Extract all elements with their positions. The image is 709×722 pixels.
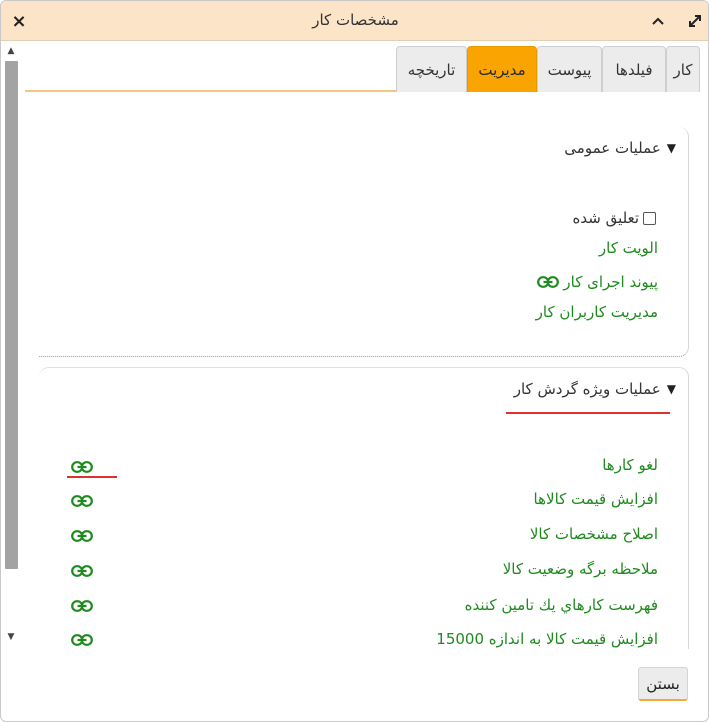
vertical-scrollbar[interactable] — [3, 43, 19, 647]
workflow-item-increase-prices[interactable]: افزایش قیمت کالاها — [533, 490, 658, 508]
header-red-underline — [506, 412, 670, 414]
link-red-underline — [67, 476, 117, 478]
suspended-checkbox[interactable] — [643, 212, 656, 225]
priority-link[interactable]: الویت کار — [598, 239, 658, 257]
expand-icon[interactable] — [683, 9, 707, 33]
scrollbar-thumb[interactable] — [5, 61, 18, 569]
link-icon[interactable] — [71, 565, 93, 581]
link-icon[interactable] — [71, 600, 93, 616]
title-bar[interactable] — [1, 1, 709, 41]
task-users-link[interactable]: مدیریت کاربران کار — [535, 303, 658, 321]
link-icon[interactable] — [71, 461, 93, 477]
workflow-operations-panel — [39, 367, 689, 649]
workflow-item-increase-price-15000[interactable]: افزایش قیمت کالا به اندازه 15000 — [436, 630, 658, 648]
tab-history[interactable]: تاریخچه — [396, 46, 467, 92]
link-icon — [537, 276, 559, 288]
suspended-option[interactable] — [573, 209, 656, 227]
link-icon[interactable] — [71, 495, 93, 511]
execution-link[interactable] — [537, 273, 658, 291]
tab-attachments[interactable]: پیوست — [537, 46, 602, 92]
workflow-item-supplier-tasks[interactable]: فهرست کارهاي يك تامين كننده — [464, 596, 658, 614]
workflow-item-cancel-tasks[interactable]: لغو کارها — [602, 456, 658, 474]
suspended-label: تعلیق شده — [572, 209, 639, 227]
link-icon[interactable] — [71, 634, 93, 650]
workflow-item-product-status[interactable]: ملاحظه برگه وضعیت کالا — [502, 560, 658, 578]
close-button[interactable]: بستن — [638, 667, 688, 701]
workflow-operations-title: عملیات ویژه گردش کار — [513, 380, 661, 398]
tab-management[interactable]: مدیریت — [467, 46, 537, 92]
collapse-icon[interactable] — [646, 9, 670, 33]
scroll-down-icon[interactable]: ▼ — [7, 632, 15, 642]
general-operations-panel — [39, 127, 689, 357]
execution-link-label: پیوند اجرای کار — [563, 273, 658, 291]
close-icon[interactable]: × — [11, 10, 27, 32]
scroll-up-icon[interactable]: ▲ — [7, 46, 15, 56]
general-operations-title: عملیات عمومی — [564, 139, 661, 157]
window-title: مشخصات کار — [312, 11, 399, 29]
tab-bar — [25, 46, 700, 92]
tab-fields[interactable]: فیلدها — [602, 46, 666, 92]
link-icon[interactable] — [71, 530, 93, 546]
collapse-triangle-icon: ▼ — [666, 141, 676, 155]
tab-task[interactable]: کار — [666, 46, 700, 92]
collapse-triangle-icon: ▼ — [666, 382, 676, 396]
workflow-item-edit-product[interactable]: اصلاح مشخصات کالا — [529, 525, 658, 543]
general-operations-header[interactable] — [564, 139, 676, 157]
workflow-operations-header[interactable] — [514, 380, 676, 398]
